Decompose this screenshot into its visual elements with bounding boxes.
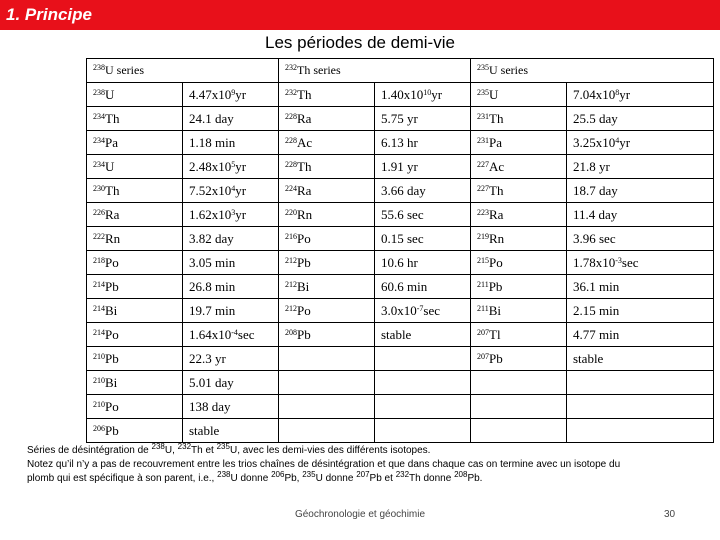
half-life-value: 18.7 day (573, 182, 618, 198)
half-life-cell (375, 155, 471, 179)
caption-text: plomb qui est spécifique à son parent, i.e., (27, 473, 218, 484)
caption-line-2: Notez qu’il n’y a pas de recouvrement entre les trios chaînes de désintégration et que dans chaque cas on termine avec un isotope du (27, 459, 621, 470)
isotope-cell (87, 131, 183, 155)
half-life-cell (375, 299, 471, 323)
table-row (87, 275, 714, 299)
unit: yr (235, 206, 247, 222)
half-life-cell (375, 323, 471, 347)
half-life-value: 1.64x10 (189, 326, 232, 342)
unit: yr (431, 86, 443, 102)
half-life-cell (183, 323, 279, 347)
table-row (87, 371, 714, 395)
element-symbol: Th (489, 182, 504, 198)
half-life-value: stable (381, 326, 412, 342)
table-row (87, 323, 714, 347)
half-life-value: 3.05 min (189, 254, 236, 270)
element-symbol: Ac (489, 158, 505, 174)
element-symbol: Ra (105, 206, 120, 222)
element-symbol: Bi (488, 302, 501, 318)
isotope-cell (471, 107, 567, 131)
table-row (87, 155, 714, 179)
table-row (87, 83, 714, 107)
half-life-value: 55.6 sec (381, 206, 424, 222)
table-row (87, 299, 714, 323)
series-label: U series (489, 63, 528, 77)
empty-cell (375, 371, 471, 395)
mass-number: 235 (216, 442, 230, 451)
mass-number: 238 (151, 442, 165, 451)
half-life-cell (375, 251, 471, 275)
half-life-cell (375, 275, 471, 299)
exponent: 9 (231, 87, 236, 97)
isotope-cell (471, 323, 567, 347)
mass-number: 214 (93, 279, 105, 289)
empty-cell (471, 395, 567, 419)
caption-text: U, (164, 445, 178, 456)
mass-number: 206 (271, 470, 285, 479)
isotope-cell (87, 251, 183, 275)
half-life-cell (183, 155, 279, 179)
element-symbol: Tl (489, 326, 501, 342)
element-symbol: Th (105, 182, 120, 198)
half-life-cell (567, 347, 714, 371)
mass-number: 235 (477, 63, 489, 72)
isotope-cell (279, 179, 375, 203)
half-life-value: 7.04x10 (573, 86, 616, 102)
element-symbol: Ra (297, 182, 312, 198)
empty-cell (375, 419, 471, 443)
section-title: 1. Principe (6, 5, 92, 24)
empty-cell (279, 395, 375, 419)
half-life-value: 3.66 day (381, 182, 426, 198)
table-row (87, 347, 714, 371)
isotope-cell (87, 299, 183, 323)
mass-number: 231 (477, 111, 489, 121)
half-life-cell (567, 179, 714, 203)
mass-number: 210 (93, 399, 105, 409)
mass-number: 207 (477, 327, 489, 337)
empty-cell (375, 347, 471, 371)
mass-number: 224 (285, 183, 297, 193)
mass-number: 220 (285, 207, 297, 217)
mass-number: 227 (477, 183, 489, 193)
half-life-cell (183, 179, 279, 203)
half-life-value: 11.4 day (573, 206, 618, 222)
isotope-cell (279, 131, 375, 155)
unit: yr (235, 86, 247, 102)
mass-number: 235 (477, 87, 489, 97)
mass-number: 238 (93, 87, 105, 97)
element-symbol: Ac (297, 134, 313, 150)
mass-number: 230 (93, 183, 105, 193)
empty-cell (567, 371, 714, 395)
element-symbol: Ra (489, 206, 504, 222)
half-life-value: 6.13 hr (381, 134, 418, 150)
half-life-value: 7.52x10 (189, 182, 232, 198)
series-header (471, 59, 714, 83)
half-life-value: 36.1 min (573, 278, 620, 294)
element-symbol: Th (297, 158, 312, 174)
mass-number: 232 (395, 470, 410, 479)
half-life-value: 1.40x10 (381, 86, 424, 102)
half-life-value: stable (573, 350, 604, 366)
element-symbol: Pb (105, 350, 119, 366)
unit: yr (235, 158, 247, 174)
half-life-cell (375, 179, 471, 203)
element-symbol: Po (489, 254, 503, 270)
element-symbol: Pa (489, 134, 502, 150)
half-life-value: 1.62x10 (189, 206, 232, 222)
mass-number: 215 (477, 255, 489, 265)
table-row (87, 179, 714, 203)
isotope-cell (87, 347, 183, 371)
page-number: 30 (664, 509, 676, 520)
series-header-row (87, 59, 714, 83)
half-life-cell (567, 251, 714, 275)
isotope-cell (279, 155, 375, 179)
element-symbol: Bi (105, 374, 118, 390)
half-life-cell (567, 155, 714, 179)
element-symbol: Pb (105, 422, 119, 438)
isotope-cell (87, 275, 183, 299)
half-life-cell (183, 419, 279, 443)
caption-text: Th et (191, 445, 217, 456)
element-symbol: Pb (297, 326, 311, 342)
element-symbol: U (105, 158, 115, 174)
half-life-cell (183, 227, 279, 251)
half-life-cell (183, 131, 279, 155)
unit: yr (619, 134, 631, 150)
empty-cell (279, 371, 375, 395)
half-life-cell (567, 107, 714, 131)
half-life-cell (375, 131, 471, 155)
mass-number: 216 (285, 231, 297, 241)
element-symbol: U (489, 86, 499, 102)
half-life-value: 4.77 min (573, 326, 620, 342)
unit: sec (621, 254, 639, 270)
mass-number: 214 (93, 327, 105, 337)
half-life-cell (567, 203, 714, 227)
exponent: 4 (615, 135, 620, 145)
exponent: -4 (231, 327, 238, 337)
element-symbol: Po (105, 254, 119, 270)
half-life-cell (183, 347, 279, 371)
isotope-cell (279, 275, 375, 299)
mass-number: 234 (93, 159, 105, 169)
unit: sec (237, 326, 255, 342)
empty-cell (375, 395, 471, 419)
half-life-value: 3.0x10 (381, 302, 417, 318)
half-life-value: 10.6 hr (381, 254, 418, 270)
element-symbol: Pb (297, 254, 311, 270)
exponent: -7 (416, 303, 424, 313)
element-symbol: Th (297, 86, 312, 102)
caption-text: Th donne (409, 473, 455, 484)
half-life-value: 3.82 day (189, 230, 234, 246)
footer-text: Géochronologie et géochimie (294, 509, 426, 520)
table-row (87, 131, 714, 155)
mass-number: 212 (285, 303, 297, 313)
slide-subtitle: Les périodes de demi-vie (265, 33, 455, 52)
half-life-value: 4.47x10 (189, 86, 232, 102)
isotope-cell (471, 83, 567, 107)
half-life-value: 26.8 min (189, 278, 236, 294)
unit: sec (423, 302, 441, 318)
mass-number: 238 (217, 470, 231, 479)
mass-number: 218 (93, 255, 105, 265)
empty-cell (567, 395, 714, 419)
mass-number: 232 (177, 442, 192, 451)
half-life-cell (183, 275, 279, 299)
element-symbol: Po (105, 326, 119, 342)
half-life-value: 138 day (189, 398, 231, 414)
isotope-cell (279, 203, 375, 227)
half-life-value: 5.75 yr (381, 110, 418, 126)
isotope-cell (87, 323, 183, 347)
half-life-value: 0.15 sec (381, 230, 424, 246)
caption-line-3 (27, 472, 717, 486)
half-life-value: 60.6 min (381, 278, 428, 294)
isotope-cell (87, 227, 183, 251)
table-row (87, 227, 714, 251)
half-life-cell (183, 251, 279, 275)
empty-cell (279, 419, 375, 443)
mass-number: 210 (93, 375, 105, 385)
isotope-cell (279, 107, 375, 131)
half-life-cell (183, 83, 279, 107)
series-label: U series (105, 63, 144, 77)
unit: yr (619, 86, 631, 102)
element-symbol: Pb (489, 350, 503, 366)
caption (27, 444, 717, 486)
isotope-cell (279, 299, 375, 323)
isotope-cell (471, 155, 567, 179)
table-body (87, 59, 714, 443)
mass-number: 211 (477, 279, 489, 289)
half-life-value: 1.18 min (189, 134, 236, 150)
element-symbol: Rn (297, 206, 313, 222)
unit: yr (235, 182, 247, 198)
mass-number: 228 (285, 135, 297, 145)
half-life-table (86, 58, 714, 443)
empty-cell (471, 371, 567, 395)
half-life-cell (567, 275, 714, 299)
half-life-cell (567, 323, 714, 347)
title-bar (0, 0, 720, 30)
mass-number: 227 (477, 159, 489, 169)
isotope-cell (471, 203, 567, 227)
mass-number: 207 (477, 351, 489, 361)
element-symbol: Pb (488, 278, 503, 294)
mass-number: 208 (454, 470, 468, 479)
half-life-value: 1.78x10 (573, 254, 616, 270)
isotope-cell (471, 227, 567, 251)
exponent: 10 (423, 87, 432, 97)
mass-number: 228 (285, 159, 297, 169)
half-life-value: 3.25x10 (573, 134, 616, 150)
element-symbol: U (105, 86, 115, 102)
caption-text: Pb. (467, 473, 483, 484)
half-life-value: 3.96 sec (573, 230, 616, 246)
empty-cell (279, 347, 375, 371)
exponent: 8 (615, 87, 620, 97)
half-life-value: 21.8 yr (573, 158, 610, 174)
mass-number: 219 (477, 231, 489, 241)
isotope-cell (279, 83, 375, 107)
exponent: -3 (615, 255, 622, 265)
element-symbol: Po (297, 230, 311, 246)
caption-text: U donne (315, 473, 357, 484)
mass-number: 222 (93, 231, 105, 241)
exponent: 4 (231, 183, 236, 193)
half-life-cell (567, 83, 714, 107)
empty-cell (567, 419, 714, 443)
isotope-cell (471, 275, 567, 299)
element-symbol: Th (489, 110, 504, 126)
half-life-value: 2.15 min (573, 302, 620, 318)
half-life-cell (567, 131, 714, 155)
element-symbol: Bi (105, 302, 118, 318)
half-life-cell (567, 227, 714, 251)
isotope-cell (279, 323, 375, 347)
half-life-cell (567, 299, 714, 323)
isotope-cell (87, 203, 183, 227)
isotope-cell (87, 371, 183, 395)
mass-number: 234 (93, 135, 105, 145)
isotope-cell (87, 83, 183, 107)
half-life-value: 24.1 day (189, 110, 234, 126)
isotope-cell (471, 299, 567, 323)
caption-text: Pb et (369, 473, 396, 484)
table-row (87, 203, 714, 227)
isotope-cell (87, 395, 183, 419)
half-life-cell (183, 107, 279, 131)
isotope-cell (471, 179, 567, 203)
mass-number: 226 (93, 207, 105, 217)
mass-number: 232 (285, 63, 297, 72)
isotope-cell (87, 107, 183, 131)
isotope-cell (471, 347, 567, 371)
isotope-cell (279, 227, 375, 251)
mass-number: 211 (477, 303, 489, 313)
mass-number: 238 (93, 63, 105, 72)
table-row (87, 251, 714, 275)
table-row (87, 107, 714, 131)
half-life-value: 2.48x10 (189, 158, 232, 174)
table-row (87, 395, 714, 419)
element-symbol: Bi (297, 278, 310, 294)
mass-number: 231 (477, 135, 489, 145)
empty-cell (471, 419, 567, 443)
element-symbol: Pa (105, 134, 118, 150)
half-life-value: 5.01 day (189, 374, 234, 390)
mass-number: 232 (285, 87, 297, 97)
mass-number: 235 (302, 470, 316, 479)
mass-number: 212 (285, 279, 297, 289)
exponent: 3 (231, 207, 236, 217)
mass-number: 228 (285, 111, 297, 121)
half-life-cell (183, 299, 279, 323)
half-life-cell (183, 371, 279, 395)
series-header (279, 59, 471, 83)
isotope-cell (87, 179, 183, 203)
half-life-cell (375, 227, 471, 251)
half-life-cell (375, 203, 471, 227)
mass-number: 207 (356, 470, 370, 479)
half-life-cell (183, 395, 279, 419)
mass-number: 206 (93, 423, 105, 433)
mass-number: 214 (93, 303, 105, 313)
element-symbol: Po (105, 398, 119, 414)
isotope-cell (471, 131, 567, 155)
series-header (87, 59, 279, 83)
element-symbol: Rn (105, 230, 121, 246)
element-symbol: Po (297, 302, 311, 318)
half-life-value: 1.91 yr (381, 158, 418, 174)
half-life-value: stable (189, 422, 220, 438)
mass-number: 234 (93, 111, 105, 121)
caption-text: Pb, (284, 473, 303, 484)
element-symbol: Ra (297, 110, 312, 126)
element-symbol: Pb (105, 278, 119, 294)
caption-text: U donne (230, 473, 272, 484)
half-life-cell (375, 107, 471, 131)
isotope-cell (87, 419, 183, 443)
mass-number: 210 (93, 351, 105, 361)
table-row (87, 419, 714, 443)
caption-line-1 (27, 444, 717, 458)
isotope-cell (471, 251, 567, 275)
element-symbol: Rn (489, 230, 505, 246)
mass-number: 208 (285, 327, 297, 337)
half-life-value: 25.5 day (573, 110, 618, 126)
exponent: 5 (231, 159, 236, 169)
half-life-cell (375, 83, 471, 107)
caption-text: U, avec les demi-vies des différents isotopes. (229, 445, 431, 456)
isotope-cell (87, 155, 183, 179)
mass-number: 223 (477, 207, 489, 217)
caption-text: Séries de désintégration de (27, 445, 152, 456)
series-label: Th series (297, 63, 341, 77)
element-symbol: Th (105, 110, 120, 126)
mass-number: 212 (285, 255, 297, 265)
half-life-cell (183, 203, 279, 227)
half-life-value: 19.7 min (189, 302, 236, 318)
isotope-cell (279, 251, 375, 275)
half-life-value: 22.3 yr (189, 350, 226, 366)
